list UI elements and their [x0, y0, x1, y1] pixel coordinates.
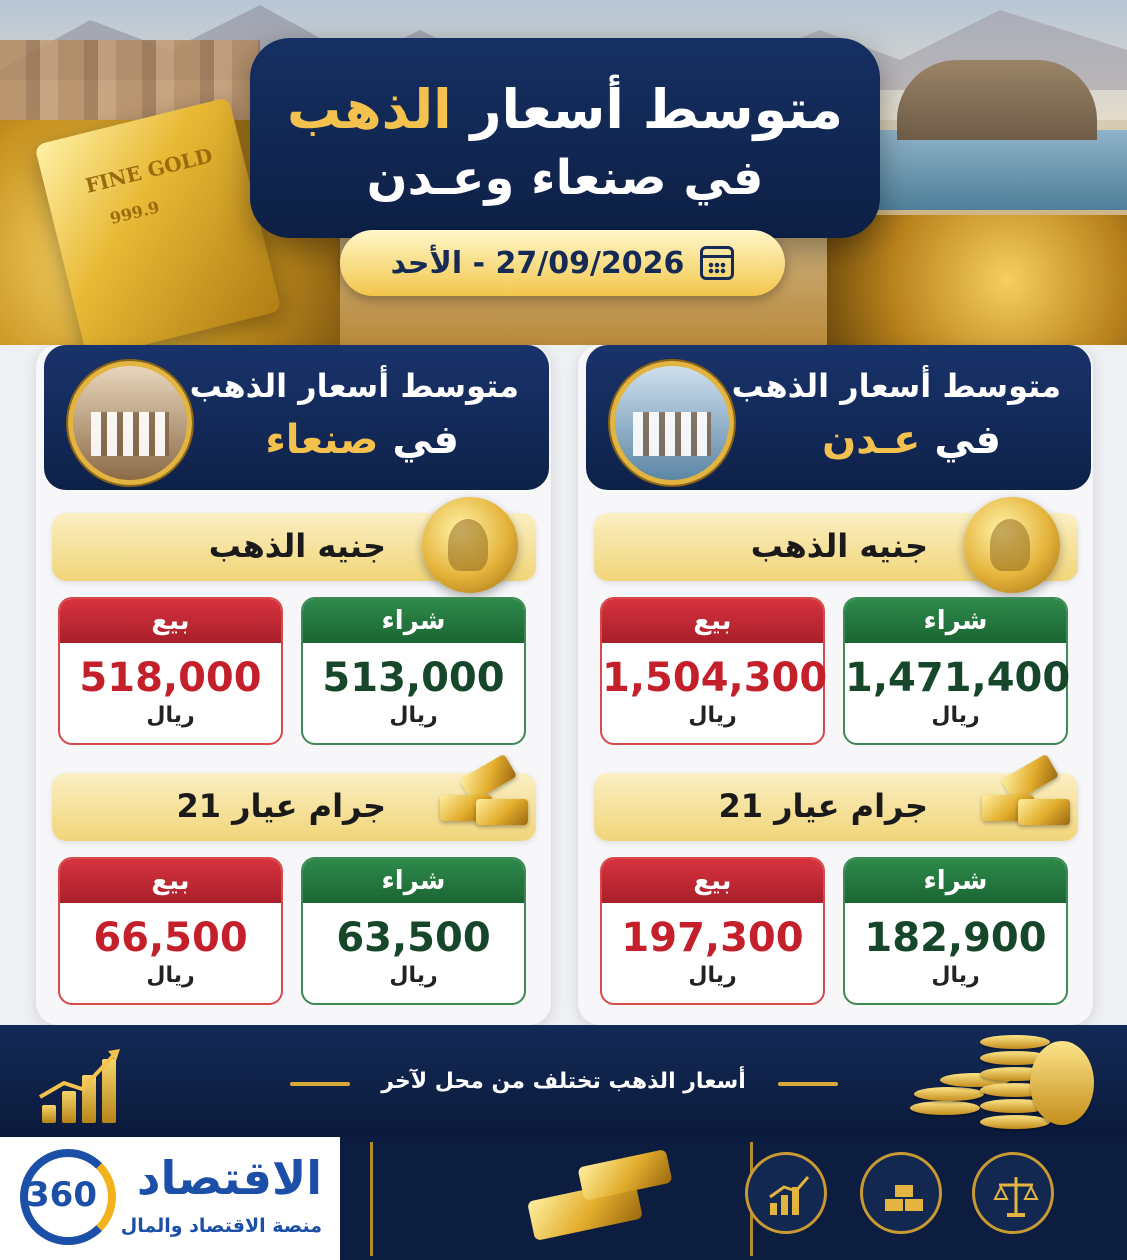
footer-divider [370, 1142, 373, 1256]
sell-label: بيع [602, 599, 823, 643]
sanaa-header [44, 345, 549, 490]
gold-bars-image [520, 1150, 680, 1240]
aden-gram21-section [594, 773, 1078, 841]
buy-currency: ريال [389, 963, 438, 988]
aden-header-line1: متوسط أسعار الذهب [731, 367, 1061, 405]
buy-label: شراء [303, 859, 524, 903]
aden-pound-sell-card [600, 597, 828, 745]
sell-value: 197,300 [621, 915, 804, 961]
gold-jewelry-image [827, 215, 1127, 345]
disclaimer-bar [0, 1025, 1127, 1137]
sell-value: 518,000 [79, 655, 262, 701]
aden-gram-sell-card [600, 857, 825, 1005]
section-label: جنيه الذهب [750, 527, 928, 565]
chart-up-icon [36, 1045, 126, 1123]
aden-header [586, 345, 1091, 490]
title-prefix: متوسط أسعار [470, 78, 843, 141]
sanaa-gram-sell-card [58, 857, 283, 1005]
page-title [250, 78, 880, 141]
sanaa-header-line2 [265, 417, 459, 463]
sanaa-city-name: صنعاء [265, 417, 379, 463]
hero-banner [0, 0, 1127, 345]
aden-pound-buy-card [843, 597, 1071, 745]
gold-bar-stamp-2: 999.9 [108, 197, 162, 228]
aden-header-prefix: في [934, 417, 1001, 463]
gold-bars-icon [860, 1152, 942, 1234]
buy-label: شراء [845, 599, 1066, 643]
date-text: 27/09/2026 - الأحد [390, 245, 685, 281]
brand-name: الاقتصاد [136, 1151, 322, 1205]
sell-label: بيع [602, 859, 823, 903]
section-label: جنيه الذهب [208, 527, 386, 565]
sanaa-panel [36, 345, 551, 1025]
sanaa-header-prefix: في [392, 417, 459, 463]
sell-value: 1,504,300 [602, 655, 828, 701]
sell-currency: ريال [146, 703, 195, 728]
sanaa-pound-sell-card [58, 597, 283, 745]
sell-value: 66,500 [93, 915, 248, 961]
aden-fort-image [897, 60, 1097, 140]
sanaa-pound-buy-card [301, 597, 526, 745]
buy-value: 63,500 [336, 915, 491, 961]
scales-icon [972, 1152, 1054, 1234]
brand-number: 360 [26, 1175, 97, 1215]
section-label: جرام عيار 21 [176, 787, 386, 825]
date-badge [340, 230, 785, 296]
sanaa-gram21-section [52, 773, 536, 841]
section-label: جرام عيار 21 [718, 787, 928, 825]
gold-coin-icon [964, 497, 1060, 593]
buy-label: شراء [303, 599, 524, 643]
aden-gold-pound-section [594, 513, 1078, 581]
buy-value: 513,000 [322, 655, 505, 701]
sell-currency: ريال [688, 963, 737, 988]
sell-currency: ريال [146, 963, 195, 988]
buy-value: 1,471,400 [845, 655, 1071, 701]
gold-bar-stamp-1: FINE GOLD [82, 143, 215, 198]
disclaimer-text: أسعار الذهب تختلف من محل لآخر [381, 1069, 746, 1094]
aden-header-line2 [822, 417, 1001, 463]
buy-currency: ريال [389, 703, 438, 728]
aden-gram-buy-card [843, 857, 1068, 1005]
brand-logo [0, 1137, 340, 1260]
sanaa-gram-buy-card [301, 857, 526, 1005]
buy-label: شراء [845, 859, 1066, 903]
gold-bars-icon [432, 765, 528, 835]
sell-label: بيع [60, 599, 281, 643]
sell-currency: ريال [688, 703, 737, 728]
buy-value: 182,900 [864, 915, 1047, 961]
title-plate [250, 38, 880, 238]
sanaa-gold-pound-section [52, 513, 536, 581]
coin-stack-icon [910, 1025, 1100, 1137]
title-gold-word: الذهب [287, 78, 452, 141]
gold-coin-icon [422, 497, 518, 593]
chart-up-icon [745, 1152, 827, 1234]
aden-city-name: عـدن [822, 417, 921, 463]
buy-currency: ريال [931, 703, 980, 728]
brand-tagline: منصة الاقتصاد والمال [120, 1215, 322, 1237]
aden-city-icon [610, 361, 734, 485]
sanaa-city-icon [68, 361, 192, 485]
aden-sea-image [867, 130, 1127, 210]
calendar-icon [700, 246, 734, 280]
gold-bars-icon [974, 765, 1070, 835]
buy-currency: ريال [931, 963, 980, 988]
page-subtitle: في صنعاء وعـدن [366, 150, 764, 206]
aden-panel [578, 345, 1093, 1025]
sell-label: بيع [60, 859, 281, 903]
sanaa-header-line1: متوسط أسعار الذهب [189, 367, 519, 405]
